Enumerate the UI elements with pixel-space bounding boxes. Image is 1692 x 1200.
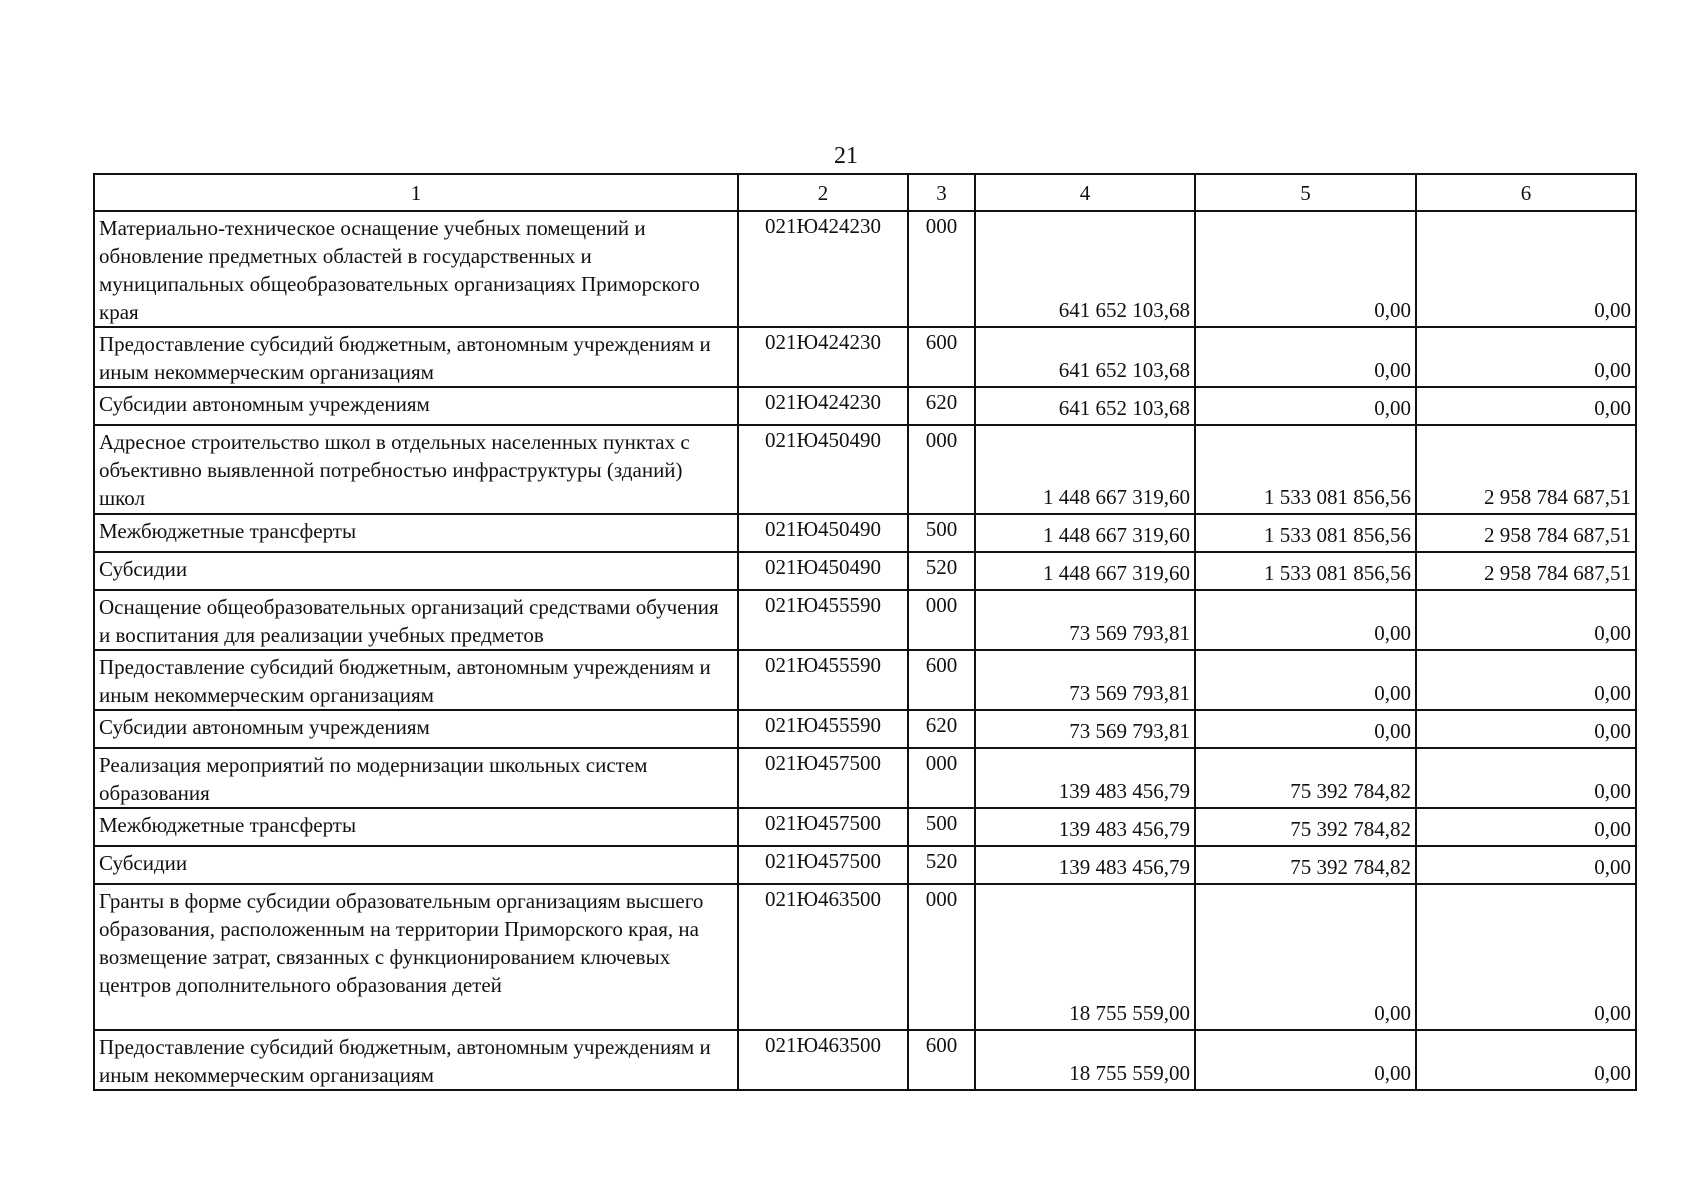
- row-expense-type: 620: [908, 710, 975, 748]
- row-description: Реализация мероприятий по модернизации школьных систем образования: [94, 748, 738, 808]
- row-amount-col5: 1 533 081 856,56: [1195, 425, 1416, 514]
- row-amount-col4: 139 483 456,79: [975, 808, 1195, 846]
- row-amount-col4: 641 652 103,68: [975, 327, 1195, 387]
- table-row: [94, 514, 1636, 552]
- row-expense-type: 600: [908, 650, 975, 710]
- row-description: Субсидии: [94, 552, 738, 590]
- row-description: Адресное строительство школ в отдельных населенных пунктах с объективно выявленной потребностью инфраструктуры (зданий) школ: [94, 425, 738, 514]
- row-description: Предоставление субсидий бюджетным, автономным учреждениям и иным некоммерческим организациям: [94, 327, 738, 387]
- row-amount-col5: 75 392 784,82: [1195, 846, 1416, 884]
- row-expense-type: 000: [908, 884, 975, 1030]
- row-amount-col4: 641 652 103,68: [975, 211, 1195, 327]
- table-row: [94, 327, 1636, 387]
- table-row: [94, 710, 1636, 748]
- row-amount-col6: 0,00: [1416, 327, 1636, 387]
- row-expense-type: 600: [908, 1030, 975, 1090]
- row-target-code: 021Ю455590: [738, 590, 908, 650]
- row-amount-col6: 0,00: [1416, 710, 1636, 748]
- row-amount-col4: 18 755 559,00: [975, 1030, 1195, 1090]
- row-amount-col6: 0,00: [1416, 387, 1636, 425]
- row-target-code: 021Ю424230: [738, 327, 908, 387]
- row-description: Оснащение общеобразовательных организаций средствами обучения и воспитания для реализации учебных предметов: [94, 590, 738, 650]
- row-amount-col6: 0,00: [1416, 211, 1636, 327]
- row-expense-type: 620: [908, 387, 975, 425]
- row-amount-col5: 0,00: [1195, 710, 1416, 748]
- row-expense-type: 520: [908, 552, 975, 590]
- row-target-code: 021Ю463500: [738, 1030, 908, 1090]
- row-expense-type: 500: [908, 808, 975, 846]
- row-target-code: 021Ю450490: [738, 552, 908, 590]
- column-header: 5: [1195, 174, 1416, 211]
- row-target-code: 021Ю457500: [738, 846, 908, 884]
- column-header: 4: [975, 174, 1195, 211]
- table-row: [94, 748, 1636, 808]
- row-target-code: 021Ю424230: [738, 211, 908, 327]
- row-amount-col4: 139 483 456,79: [975, 748, 1195, 808]
- row-target-code: 021Ю457500: [738, 808, 908, 846]
- row-expense-type: 600: [908, 327, 975, 387]
- row-target-code: 021Ю455590: [738, 710, 908, 748]
- row-amount-col4: 1 448 667 319,60: [975, 552, 1195, 590]
- row-description: Межбюджетные трансферты: [94, 808, 738, 846]
- row-description: Субсидии автономным учреждениям: [94, 387, 738, 425]
- row-expense-type: 000: [908, 590, 975, 650]
- row-amount-col6: 0,00: [1416, 808, 1636, 846]
- table-row: [94, 846, 1636, 884]
- row-amount-col4: 73 569 793,81: [975, 710, 1195, 748]
- row-amount-col4: 1 448 667 319,60: [975, 425, 1195, 514]
- row-amount-col6: 2 958 784 687,51: [1416, 552, 1636, 590]
- row-target-code: 021Ю450490: [738, 514, 908, 552]
- row-amount-col6: 2 958 784 687,51: [1416, 425, 1636, 514]
- row-amount-col4: 1 448 667 319,60: [975, 514, 1195, 552]
- row-amount-col4: 73 569 793,81: [975, 590, 1195, 650]
- row-target-code: 021Ю463500: [738, 884, 908, 1030]
- table-header-row: [94, 174, 1636, 211]
- table-row: [94, 211, 1636, 327]
- row-description: Субсидии автономным учреждениям: [94, 710, 738, 748]
- column-header: 1: [94, 174, 738, 211]
- row-amount-col6: 0,00: [1416, 884, 1636, 1030]
- row-amount-col6: 0,00: [1416, 650, 1636, 710]
- row-description: Предоставление субсидий бюджетным, автономным учреждениям и иным некоммерческим организациям: [94, 650, 738, 710]
- row-amount-col4: 18 755 559,00: [975, 884, 1195, 1030]
- row-amount-col5: 0,00: [1195, 884, 1416, 1030]
- row-target-code: 021Ю450490: [738, 425, 908, 514]
- table-row: [94, 650, 1636, 710]
- row-expense-type: 000: [908, 425, 975, 514]
- page-number: 21: [834, 143, 858, 169]
- row-description: Субсидии: [94, 846, 738, 884]
- row-expense-type: 000: [908, 211, 975, 327]
- row-amount-col5: 0,00: [1195, 327, 1416, 387]
- row-amount-col6: 0,00: [1416, 748, 1636, 808]
- column-header: 6: [1416, 174, 1636, 211]
- row-amount-col5: 0,00: [1195, 590, 1416, 650]
- table-row: [94, 387, 1636, 425]
- row-amount-col5: 0,00: [1195, 211, 1416, 327]
- row-amount-col5: 1 533 081 856,56: [1195, 514, 1416, 552]
- row-amount-col6: 0,00: [1416, 846, 1636, 884]
- row-amount-col6: 2 958 784 687,51: [1416, 514, 1636, 552]
- row-expense-type: 500: [908, 514, 975, 552]
- row-target-code: 021Ю457500: [738, 748, 908, 808]
- row-amount-col4: 139 483 456,79: [975, 846, 1195, 884]
- row-target-code: 021Ю424230: [738, 387, 908, 425]
- row-amount-col5: 0,00: [1195, 1030, 1416, 1090]
- row-expense-type: 520: [908, 846, 975, 884]
- row-amount-col5: 0,00: [1195, 650, 1416, 710]
- table-row: [94, 1030, 1636, 1090]
- row-description: Материально-техническое оснащение учебных помещений и обновление предметных областей в государственных и муниципальных общеобразовательных организациях Приморского края: [94, 211, 738, 327]
- column-header: 3: [908, 174, 975, 211]
- table-row: [94, 808, 1636, 846]
- row-amount-col5: 75 392 784,82: [1195, 808, 1416, 846]
- row-target-code: 021Ю455590: [738, 650, 908, 710]
- row-description: Гранты в форме субсидии образовательным организациям высшего образования, расположенным на территории Приморского края, на возмещение затрат, связанных с функционированием ключевых центров дополнительного образования детей: [94, 884, 738, 1030]
- row-amount-col4: 73 569 793,81: [975, 650, 1195, 710]
- row-expense-type: 000: [908, 748, 975, 808]
- budget-table: [93, 173, 1637, 1091]
- row-amount-col5: 75 392 784,82: [1195, 748, 1416, 808]
- column-header: 2: [738, 174, 908, 211]
- row-description: Предоставление субсидий бюджетным, автономным учреждениям и иным некоммерческим организациям: [94, 1030, 738, 1090]
- row-amount-col4: 641 652 103,68: [975, 387, 1195, 425]
- table-row: [94, 425, 1636, 514]
- row-amount-col6: 0,00: [1416, 590, 1636, 650]
- row-amount-col5: 0,00: [1195, 387, 1416, 425]
- row-amount-col5: 1 533 081 856,56: [1195, 552, 1416, 590]
- table-row: [94, 552, 1636, 590]
- table-row: [94, 590, 1636, 650]
- row-amount-col6: 0,00: [1416, 1030, 1636, 1090]
- row-description: Межбюджетные трансферты: [94, 514, 738, 552]
- table-row: [94, 884, 1636, 1030]
